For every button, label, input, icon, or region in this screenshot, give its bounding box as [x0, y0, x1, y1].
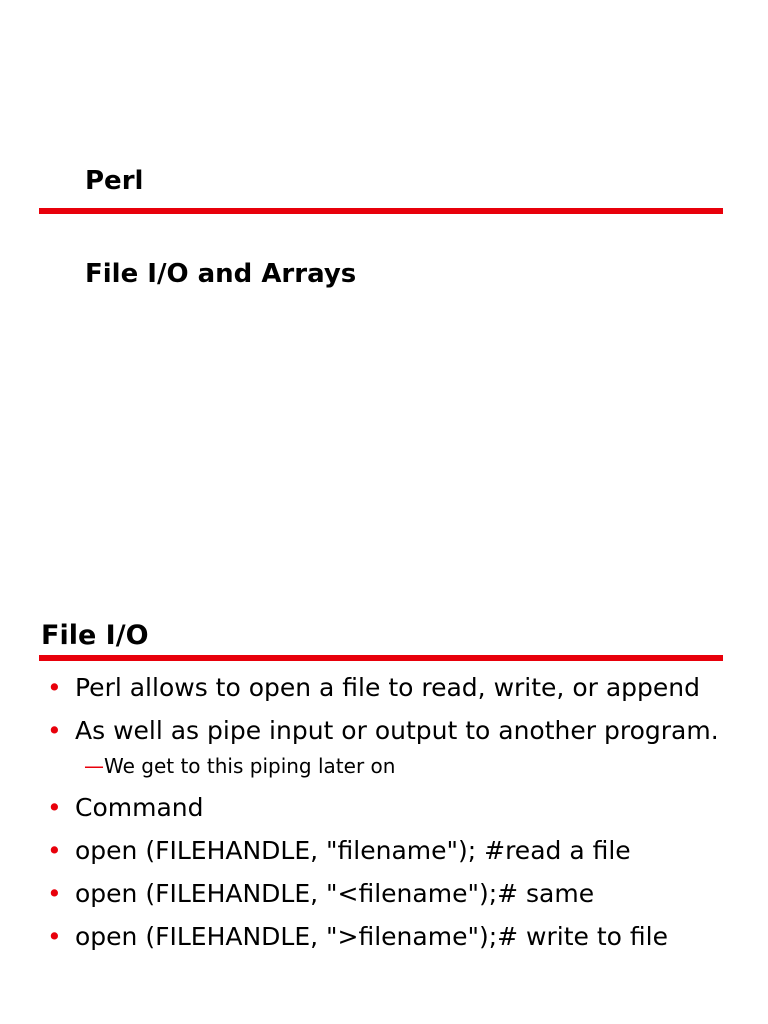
bullet-item — [0, 876, 768, 912]
bullet-list — [0, 670, 768, 962]
bullet-text: open (FILEHANDLE, "filename"); #read a file — [75, 836, 631, 865]
bullet-text: open (FILEHANDLE, ">filename");# write to file — [75, 922, 668, 951]
bullet-dot-icon: • — [47, 673, 62, 702]
bullet-text: Perl allows to open a file to read, write, or append — [75, 673, 700, 702]
bullet-item — [0, 670, 768, 706]
bullet-dot-icon: • — [47, 716, 62, 745]
bullet-item — [0, 833, 768, 869]
content-slide — [0, 600, 768, 1024]
heading-divider — [39, 655, 723, 661]
bullet-item — [0, 919, 768, 955]
dash-icon: — — [84, 754, 104, 778]
bullet-text: open (FILEHANDLE, "<filename");# same — [75, 879, 595, 908]
slide-subtitle: File I/O and Arrays — [85, 259, 357, 289]
bullet-text: As well as pipe input or output to another program. — [75, 716, 719, 745]
title-divider — [39, 208, 723, 214]
bullet-text: Command — [75, 793, 204, 822]
bullet-dot-icon: • — [47, 879, 62, 908]
bullet-dot-icon: • — [47, 836, 62, 865]
slide-title: Perl — [85, 166, 144, 196]
bullet-item — [0, 790, 768, 826]
bullet-item — [0, 713, 768, 749]
bullet-dot-icon: • — [47, 922, 62, 951]
slide-heading: File I/O — [41, 620, 149, 651]
sub-bullet-item — [0, 752, 768, 780]
bullet-dot-icon: • — [47, 793, 62, 822]
sub-bullet-text: We get to this piping later on — [104, 754, 396, 778]
